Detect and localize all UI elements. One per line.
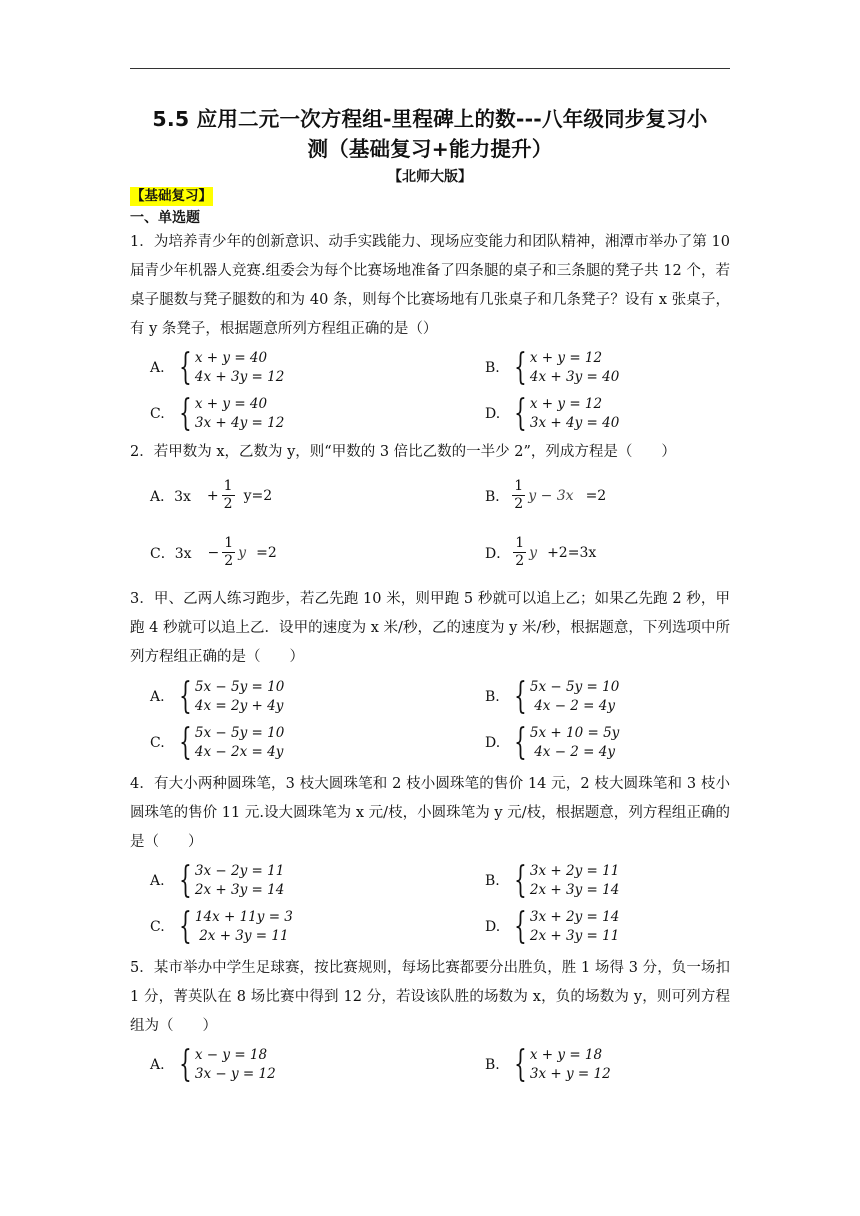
q4-option-c[interactable]	[150, 908, 293, 946]
equation: 4x = 2y + 4y	[194, 698, 284, 714]
equation: 3x + 2y = 14	[529, 909, 620, 925]
equation: x + y = 12	[529, 396, 603, 412]
equation: 2x + 3y = 11	[194, 928, 289, 944]
question-2-text: 2．若甲数为 x，乙数为 y，则“甲数的 3 倍比乙数的一半少 2”，列成方程是（ ）	[130, 444, 676, 460]
option-label: B．	[485, 488, 510, 505]
question-4-text: 4．有大小两种圆珠笔，3 枝大圆珠笔和 2 枝小圆珠笔的售价 14 元，2 枝大圆珠笔和 3 枝小圆珠笔的售价 11 元.设大圆珠笔为 x 元/枝，小圆珠笔为 y 元/枝，根据题意，列方程组正确的是（ ）	[130, 776, 730, 850]
header-rule	[130, 68, 730, 69]
brace-symbol: {	[179, 1044, 192, 1085]
q4-option-b[interactable]	[485, 862, 619, 900]
q3-option-a[interactable]	[150, 678, 284, 716]
expression-tail: y=2	[243, 487, 273, 504]
brace-symbol: {	[514, 906, 527, 947]
equation: 3x + 4y = 12	[194, 415, 285, 431]
option-label: B.	[485, 360, 500, 376]
option-label: D.	[485, 735, 501, 751]
equation: 5x + 10 = 5y	[529, 725, 620, 741]
page-title	[120, 104, 740, 164]
expression-tail: =2	[585, 487, 607, 504]
equation: x − y = 18	[194, 1047, 268, 1063]
equation: 4x + 3y = 12	[194, 369, 285, 385]
brace-symbol: {	[179, 347, 192, 388]
option-label: A.	[150, 689, 165, 705]
equation: 3x − y = 12	[194, 1066, 276, 1082]
brace-symbol: {	[514, 860, 527, 901]
brace-symbol: {	[179, 860, 192, 901]
equation: 3x + 4y = 40	[529, 415, 620, 431]
equation: 2x + 3y = 11	[529, 928, 620, 944]
brace-symbol: {	[179, 676, 192, 717]
operator: −	[207, 544, 220, 561]
variable: y	[529, 544, 538, 561]
option-label: D.	[485, 919, 501, 935]
fraction: $\frac{1}{2}$	[223, 478, 233, 512]
variable: y	[238, 544, 247, 561]
fraction: $\frac{1}{2}$	[515, 535, 525, 569]
expression-tail: =2	[256, 544, 277, 561]
brace-symbol: {	[514, 347, 527, 388]
q1-option-d[interactable]	[485, 395, 619, 433]
q2-option-b[interactable]	[485, 478, 606, 513]
equation: 2x + 3y = 14	[529, 882, 620, 898]
equation: 5x − 5y = 10	[529, 679, 620, 695]
option-label: B.	[485, 689, 500, 705]
section-tag: 【基础复习】	[131, 188, 212, 204]
equation: 2x + 3y = 14	[194, 882, 285, 898]
q5-option-b[interactable]	[485, 1046, 611, 1084]
q4-option-d[interactable]	[485, 908, 619, 946]
brace-symbol: {	[179, 393, 192, 434]
q1-option-b[interactable]	[485, 349, 619, 387]
operator: +	[206, 487, 219, 504]
equation: 5x − 5y = 10	[194, 679, 285, 695]
equation: 4x + 3y = 40	[529, 369, 620, 385]
q3-option-c[interactable]	[150, 724, 284, 762]
equation: 3x − 2y = 11	[194, 863, 285, 879]
option-label: B.	[485, 873, 500, 889]
equation: 5x − 5y = 10	[194, 725, 285, 741]
brace-symbol: {	[514, 393, 527, 434]
equation: x + y = 40	[194, 396, 268, 412]
equation: x + y = 18	[529, 1047, 603, 1063]
option-label: A．3x	[150, 488, 191, 505]
section-heading: 一、单选题	[130, 210, 200, 226]
option-label: D．	[485, 545, 511, 562]
equation: 4x − 2x = 4y	[194, 744, 284, 760]
option-label: A.	[150, 873, 165, 889]
option-label: C.	[150, 406, 165, 422]
q1-option-c[interactable]	[150, 395, 284, 433]
q5-option-a[interactable]	[150, 1046, 276, 1084]
equation: 3x + y = 12	[529, 1066, 611, 1082]
fraction: $\frac{1}{2}$	[224, 535, 234, 569]
fraction: $\frac{1}{2}$	[514, 478, 524, 512]
q3-option-b[interactable]	[485, 678, 619, 716]
option-label: A.	[150, 1057, 165, 1073]
option-label: C.	[150, 735, 165, 751]
equation: 4x − 2 = 4y	[529, 744, 615, 760]
title-line-1: 5.5 应用二元一次方程组-里程碑上的数---八年级同步复习小	[152, 107, 708, 131]
brace-symbol: {	[514, 1044, 527, 1085]
option-label: C.	[150, 919, 165, 935]
brace-symbol: {	[514, 676, 527, 717]
q2-option-a[interactable]	[150, 478, 272, 513]
equation: x + y = 40	[194, 350, 268, 366]
equation: 4x − 2 = 4y	[529, 698, 615, 714]
brace-symbol: {	[179, 722, 192, 763]
expression-middle: y − 3x	[528, 487, 574, 504]
brace-symbol: {	[514, 722, 527, 763]
option-label: C．3x	[150, 545, 192, 562]
q2-option-c[interactable]	[150, 535, 277, 570]
equation: x + y = 12	[529, 350, 603, 366]
q3-option-d[interactable]	[485, 724, 619, 762]
equation: 3x + 2y = 11	[529, 863, 620, 879]
option-label: D.	[485, 406, 501, 422]
q2-option-d[interactable]	[485, 535, 596, 570]
q4-option-a[interactable]	[150, 862, 284, 900]
option-label: A.	[150, 360, 165, 376]
question-3-text: 3．甲、乙两人练习跑步，若乙先跑 10 米，则甲跑 5 秒就可以追上乙；如果乙先跑 2 秒，甲跑 4 秒就可以追上乙．设甲的速度为 x 米/秒，乙的速度为 y 米/秒，根据题意，下列选项中所列方程组正确的是（ ）	[130, 591, 730, 665]
question-5-text: 5．某市举办中学生足球赛，按比赛规则，每场比赛都要分出胜负，胜 1 场得 3 分，负一场扣 1 分，菁英队在 8 场比赛中得到 12 分，若设该队胜的场数为 x，负的场数为 y，则可列方程组为（ ）	[130, 960, 730, 1034]
expression-tail: +2=3x	[547, 544, 597, 561]
option-label: B.	[485, 1057, 500, 1073]
edition-label: 【北师大版】	[388, 169, 472, 185]
q1-option-a[interactable]	[150, 349, 284, 387]
equation: 14x + 11y = 3	[194, 909, 293, 925]
title-line-2: 测（基础复习+能力提升）	[307, 137, 553, 161]
brace-symbol: {	[179, 906, 192, 947]
question-1-text: 1．为培养青少年的创新意识、动手实践能力、现场应变能力和团队精神，湘潭市举办了第 10 届青少年机器人竞赛.组委会为每个比赛场地准备了四条腿的桌子和三条腿的凳子共 12 个，若桌子腿数与凳子腿数的和为 40 条，则每个比赛场地有几张桌子和几条凳子？设有 x 张桌子，有 y 条凳子，根据题意所列方程组正确的是（）	[130, 234, 730, 337]
